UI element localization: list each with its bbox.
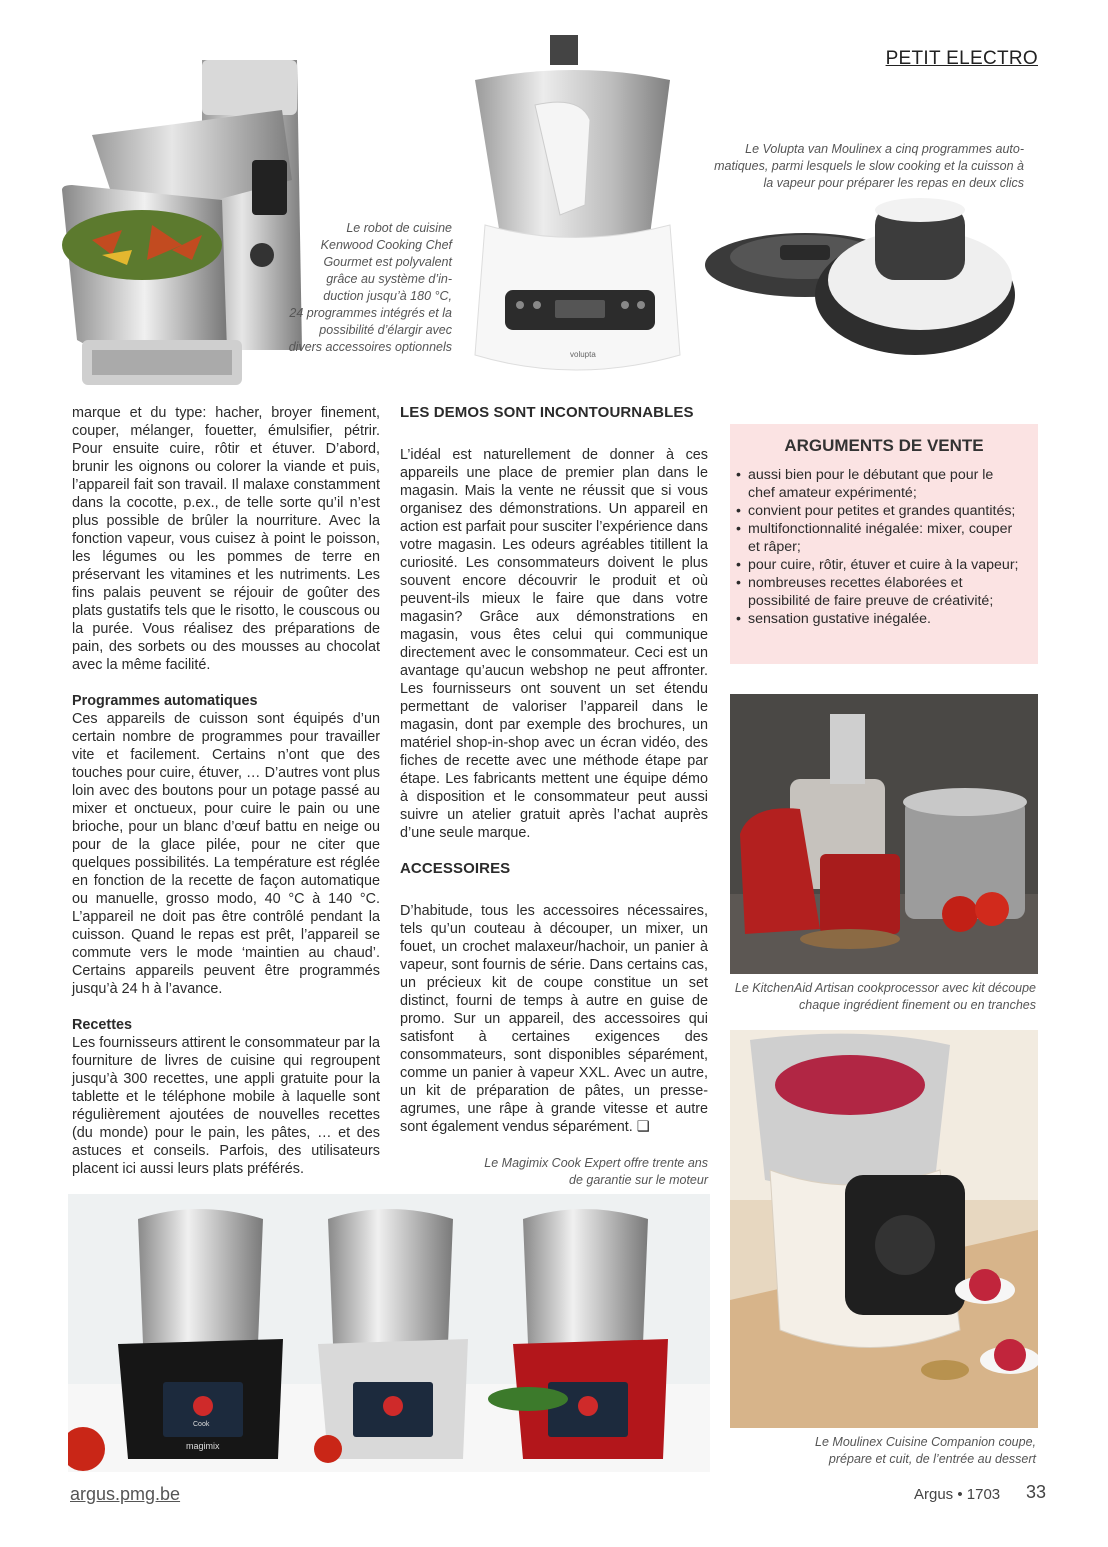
moulinex-volupta-photo — [465, 35, 690, 380]
caption-line: grâce au système d’in- — [326, 272, 452, 286]
end-mark: ❑ — [636, 1119, 650, 1135]
arguments-de-vente-box — [730, 424, 1038, 664]
volupta-caption — [680, 141, 1024, 192]
footer-website-link[interactable]: argus.pmg.be — [70, 1484, 181, 1504]
caption-line: chaque ingrédient finement ou en tranches — [799, 998, 1036, 1012]
body-text: D’habitude, tous les accessoires nécessaires, tels qu’un couteau à découper, un mixer, un fouet, un crochet malaxeur/hachoir, un panier à vapeur, sont fournis de série. Dans certains cas, un précieux kit de coupe constitue un set distinct, fourni de temps à autre en guise de promo. Sur un appareil, des accessoires qui satisfont à certaines exigences des consommateurs, sont disponibles séparément, comme un panier à vapeur XXL. Avec un autre, un kit de préparation de pâtes, un presse-agrumes, une râpe à grande vitesse et autre sont également vendus séparément. — [400, 903, 708, 1135]
caption-line: possibilité d’élargir avec — [319, 323, 452, 337]
caption-line: Le Volupta van Moulinex a cinq programmes auto- — [745, 142, 1024, 156]
caption-line: Kenwood Cooking Chef — [320, 238, 452, 252]
caption-line: de garantie sur le moteur — [569, 1173, 708, 1187]
page-number: 33 — [1026, 1482, 1047, 1502]
list-item — [736, 610, 1024, 628]
magimix-cook-expert-photo — [68, 1194, 710, 1472]
column-1 — [72, 404, 380, 1178]
caption-line: Le robot de cuisine — [346, 221, 452, 235]
body-paragraph — [400, 902, 708, 1136]
caption-line: matiques, parmi lesquels le slow cooking et la cuisson à — [714, 159, 1024, 173]
list-item — [736, 556, 1024, 574]
caption-line: Le Moulinex Cuisine Companion coupe, — [815, 1435, 1036, 1449]
caption-line: 24 programmes intégrés et la — [289, 306, 452, 320]
column-2 — [400, 404, 708, 1136]
body-paragraph: marque et du type: hacher, broyer finement, couper, mélanger, fouetter, émulsifier, pétrir. Pour ensuite cuire, rôtir et étuver. D’abord, brunir les oignons ou colorer la viande et puis, l’appareil fait son travail. Il malaxe constamment dans la cocotte, p.ex., de telle sorte qu’il n’est plus possible de brûler la nourriture. Avec la fonction vapeur, vous cuisez à point le poisson, les légumes ou les pommes de terre en préservant les vitamines et les nutriments. Les fins palais peuvent se réjouir de goûter des plats gustatifs tels que le risotto, le couscous ou la purée. Vous réalisez des préparations de pain, des sorbets ou des mousses au chocolat avec la même facilité. — [72, 405, 380, 673]
heading-demos: LES DEMOS SONT INCONTOURNABLES — [400, 404, 694, 421]
list-item — [736, 520, 1024, 556]
companion-caption — [740, 1434, 1036, 1468]
arguments-list — [730, 466, 1038, 628]
kitchenaid-caption — [700, 980, 1036, 1014]
cook-screen-text: Cook — [193, 1421, 210, 1428]
section-tag: PETIT ELECTRO — [885, 48, 1038, 69]
body-paragraph: L’idéal est naturellement de donner à ces appareils une place de premier plan dans le magasin. Mais la vente ne réussit que si vous organisez des démonstrations. Un appareil en action est parfait pour susciter l’expérience dans votre magasin. Les odeurs agréables titillent la curiosité. Les consommateurs doivent le plus souvent encore découvrir le produit et où peuvent-ils mieux le faire que dans votre magasin? Grâce aux démonstrations en magasin, vous êtes celui qui communique directement avec le consommateur. Ceci est un avantage qu’aucun webshop ne peut affronter. Les fournisseurs ont souvent un set étendu permettant de valoriser l’appareil dans le magasin, dont par exemple des brochures, un matériel shop-in-shop avec un écran vidéo, des fiches de recette avec une méthode étape par étape. Les fabricants mettent une équipe démo à disposition et le consommateur peut aussi suivre un atelier gratuit après l’achat auprès d’une seule marque. — [400, 447, 708, 841]
bullet: • — [736, 467, 741, 483]
bullet: • — [736, 521, 741, 537]
caption-line: la vapeur pour préparer les repas en deux clics — [763, 176, 1024, 190]
bullet: • — [736, 611, 741, 627]
heading-accessoires: ACCESSOIRES — [400, 860, 511, 877]
list-item-text: aussi bien pour le débutant que pour le chef amateur expérimenté; — [748, 467, 994, 501]
kitchenaid-photo — [730, 694, 1038, 974]
caption-line: prépare et cuit, de l’entrée au dessert — [828, 1452, 1036, 1466]
list-item-text: multifonctionnalité inégalée: mixer, couper et râper; — [748, 521, 1013, 555]
caption-line: Le Magimix Cook Expert offre trente ans — [484, 1156, 708, 1170]
volupta-label: volupta — [570, 350, 596, 359]
magimix-caption — [400, 1155, 708, 1189]
magimix-logo-text: magimix — [186, 1441, 220, 1451]
list-item-text: nombreuses recettes élaborées et possibilité de faire preuve de créativité; — [748, 575, 994, 609]
caption-line: duction jusqu’à 180 °C, — [323, 289, 452, 303]
volupta-lids-photo — [700, 195, 1030, 385]
list-item-text: sensation gustative inégalée. — [748, 611, 931, 627]
list-item-text: convient pour petites et grandes quantités; — [748, 503, 1016, 519]
box-title: ARGUMENTS DE VENTE — [784, 436, 984, 455]
caption-line: divers accessoires optionnels — [288, 340, 452, 354]
moulinex-companion-photo — [730, 1030, 1038, 1428]
kenwood-caption — [250, 220, 452, 356]
body-paragraph: Les fournisseurs attirent le consommateur par la fourniture de livres de cuisine qui regroupent jusqu’à 300 recettes, une appli gratuite pour la tablette et le téléphone mobile à laquelle sont régulièrement ajoutées de nouvelles recettes (du monde) pour le pain, les pâtes, … et des astuces et conseils. Parfois, des utilisateurs placent ici aussi leurs plats préférés. — [72, 1035, 380, 1177]
list-item-text: pour cuire, rôtir, étuver et cuire à la vapeur; — [748, 557, 1019, 573]
caption-line: Gourmet est polyvalent — [323, 255, 452, 269]
bullet: • — [736, 557, 741, 573]
list-item — [736, 574, 1024, 610]
bullet: • — [736, 503, 741, 519]
list-item — [736, 502, 1024, 520]
list-item — [736, 466, 1024, 502]
subheading-recettes: Recettes — [72, 1017, 132, 1033]
subheading-programmes: Programmes automatiques — [72, 693, 258, 709]
bullet: • — [736, 575, 741, 591]
footer-issue: Argus • 1703 — [914, 1486, 1001, 1503]
caption-line: Le KitchenAid Artisan cookprocessor avec kit découpe — [734, 981, 1036, 995]
body-paragraph: Ces appareils de cuisson sont équipés d’un certain nombre de programmes pour travailler vite et facilement. Certains n’ont que des touches pour cuire, étuver, … D’autres vont plus loin avec des boutons pour un potage passé au mixer et onctueux, pour cuire le pain ou une brioche, pour un blanc d’œuf battu en neige ou pour de la glace pilée, pour ne citer que quelques possibilités. La température est réglée en fonction de la recette de façon automatique ou manuelle, grosso modo, 40 °C à 140 °C. L’appareil ne doit pas être contrôlé pendant la cuisson. Quand le repas est prêt, l’appareil se commute vers le mode ‘maintien au chaud’. Certains appareils peuvent être programmés jusqu’à 24 h à l’avance. — [72, 711, 380, 997]
